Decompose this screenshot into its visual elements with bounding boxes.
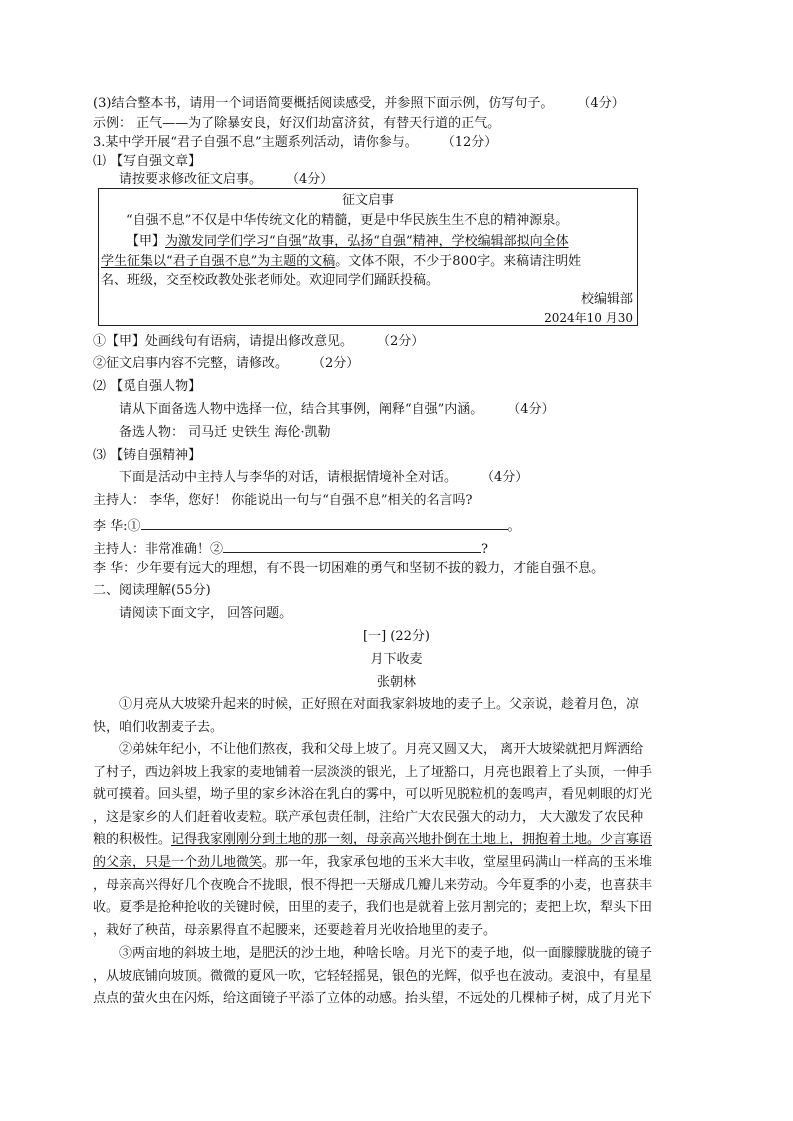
notice-line-4: 名、班级，交至校政教处张老师处。欢迎同学们踊跃投稿。: [101, 273, 440, 288]
paragraph-3: [93, 943, 701, 1011]
notice-line-2: [126, 233, 569, 251]
dialogue-lihua-1: [93, 515, 521, 536]
question-1-1: [93, 333, 424, 351]
paragraph-3-line: ③两亩地的斜坡土地，是肥沃的沙土地，种啥长啥。月光下的麦子地，似一面朦朦胧胧的镜子: [119, 946, 653, 961]
sub2-title: ⑵ 【觅自强人物】: [93, 379, 202, 394]
section-2-title: 二、阅读理解(55分): [93, 583, 211, 598]
paragraph-2-line: 就可摸着。回头望，坳子里的家乡沐浴在乳白的雾中，可以听见脱粒机的轰鸣声，看见刺眼的灯光: [93, 787, 653, 803]
paragraph-2-line: ②弟妹年纪小，不让他们熬夜，我和父母上坡了。月亮又圆又大， 离开大坡梁就把月辉洒给: [119, 742, 644, 757]
candidates-line: [119, 424, 331, 442]
article-author: 张朝林: [376, 675, 416, 690]
question-3-3-text: (3)结合整本书，请用一个词语简要概括阅读感受，并参照下面示例，仿写句子。: [93, 96, 554, 111]
question-3-3: [93, 95, 625, 113]
paragraph-2-line: [93, 829, 701, 852]
sub1-instruction-text: 请按要求修改征文启事。: [119, 172, 263, 187]
sub3-title: ⑶ 【铸自强精神】: [93, 448, 202, 463]
sub2-instruction: [119, 401, 555, 419]
question-1-2-text: ②征文启事内容不完整，请修改。: [93, 356, 289, 371]
dialogue-lihua-1-end: 。: [507, 519, 521, 534]
sub1-instruction: [119, 171, 333, 189]
question-3-3-score: （4分）: [577, 96, 625, 111]
question-1-1-text: ①【甲】处画线句有语病，请提出修改意见。: [93, 334, 354, 349]
question-3-text: 3.某中学开展“君子自强不息”主题系列活动，请你参与。: [93, 135, 418, 150]
notice-line-3-rest: 。文体不限，不少于800字。来稿请注明姓: [335, 254, 582, 269]
paragraph-2-line: ，这是家乡的人们赶着收麦粒。联产承包责任制，注给广大农民强大的动力， 大大激发了农民种: [93, 809, 644, 825]
paragraph-2-line: ，母亲高兴得好几个夜晚合不拢眼，恨不得把一天掰成几瓣儿来劳动。今年夏季的小麦，也喜获丰: [93, 877, 653, 893]
notice-signature: 校编辑部: [580, 292, 633, 307]
sub2-instruction-score: （4分）: [507, 402, 555, 417]
answer-blank-1[interactable]: [141, 515, 508, 530]
underlined-sentence-d: 的父亲，只是一个劲儿地微笑: [93, 854, 263, 870]
notice-line-3: [101, 253, 581, 271]
question-1-2-score: （2分）: [312, 356, 360, 371]
candidates-label: 备选人物：: [119, 425, 185, 440]
paragraph-2-line: [93, 852, 701, 875]
dialogue-host-1: 主持人： 李华，您好！ 你能说出一句与“自强不息”相关的名言吗?: [93, 493, 473, 508]
example-line: 示例： 正气——为了除暴安良，好汉们劫富济贫，有替天行道的正气。: [93, 116, 501, 131]
notice-title: 征文启事: [341, 193, 394, 208]
underlined-sentence-c: 记得我家刚刚分到土地的那一刻，母亲高兴地扑倒在土地上，拥抱着土地。少言寡语: [171, 832, 653, 848]
paragraph-2-text: 。那一年，我家承包地的玉米大丰收，堂屋里码满山一样高的玉米堆: [262, 854, 653, 870]
paragraph-2-line: 收。夏季是抢种抢收的关键时候，田里的麦子，我们也是就着上弦月割完的；麦把上坎，犁头下田: [93, 900, 653, 916]
question-3-score: （12分）: [441, 135, 498, 150]
sub3-instruction-text: 下面是活动中主持人与李华的对话，请根据情境补全对话。: [119, 470, 458, 485]
paragraph-1-line: 快，咱们收割麦子去。: [93, 719, 224, 735]
paragraph-3-line: ，从坡底铺向坡顶。微微的夏风一吹，它轻轻摇晃，银色的光辉，似乎也在波动。麦浪中，有星星: [93, 968, 653, 984]
notice-marker-jia: 【甲】: [126, 234, 166, 249]
candidates-list: 司马迁 史铁生 海伦·凯勒: [188, 425, 331, 440]
dialogue-host-2: [93, 538, 488, 559]
dialogue-host-2-end: ?: [481, 542, 488, 557]
question-1-2: [93, 355, 359, 373]
paragraph-1-line: ①月亮从大坡梁升起来的时候，正好照在对面我家斜坡地的麦子上。父亲说，趁着月色，凉: [119, 697, 640, 712]
article-title: 月下收麦: [370, 652, 423, 667]
paragraph-3-line: 点点的萤火虫在闪烁，给这面镜子平添了立体的动感。抬头望，不远处的几棵柿子树，成了月光下: [93, 991, 653, 1007]
sub1-title: ⑴ 【写自强文章】: [93, 154, 202, 169]
paragraph-2: [93, 739, 701, 942]
paragraph-2-line: ，栽好了秧苗，母亲累得直不起腰来，还要趁着月光收拾地里的麦子。: [93, 922, 497, 938]
paragraph-2-line: 了村子，西边斜坡上我家的麦地铺着一层淡淡的银光，上了垭豁口，月亮也跟着上了头顶，一伸手: [93, 764, 653, 780]
paragraph-2-text: 粮的积极性。: [93, 832, 172, 848]
notice-box: [98, 188, 638, 326]
sub3-instruction-score: （4分）: [481, 470, 529, 485]
dialogue-host-2-prefix: 主持人：非常准确！②: [93, 542, 224, 557]
question-3: [93, 134, 497, 152]
sub2-instruction-text: 请从下面备选人物中选择一位，结合其事例，阐释“自强”内涵。: [119, 402, 484, 417]
notice-line-1: “自强不息”不仅是中华传统文化的精髓，更是中华民族生生不息的精神源泉。: [126, 213, 569, 228]
dialogue-lihua-1-prefix: 李 华:①: [93, 519, 141, 534]
reading-instruction: 请阅读下面文字， 回答问题。: [119, 606, 293, 621]
notice-date: 2024年10 月30: [544, 311, 633, 325]
question-1-1-score: （2分）: [377, 334, 425, 349]
answer-blank-2[interactable]: [223, 538, 481, 553]
sub3-instruction: [119, 469, 528, 487]
notice-underlined-sentence-b: 学生征集以“君子自强不息”为主题的文稿: [101, 254, 336, 269]
sub1-instruction-score: （4分）: [286, 172, 334, 187]
notice-underlined-sentence-a: 为激发同学们学习“自强”故事，弘扬“自强”精神，学校编辑部拟向全体: [165, 234, 569, 249]
reading-part-label: [一] (22分): [363, 629, 430, 644]
paragraph-1: [93, 694, 701, 739]
dialogue-lihua-2: 李 华：少年要有远大的理想，有不畏一切困难的勇气和坚韧不拔的毅力，才能自强不息。: [93, 561, 605, 576]
